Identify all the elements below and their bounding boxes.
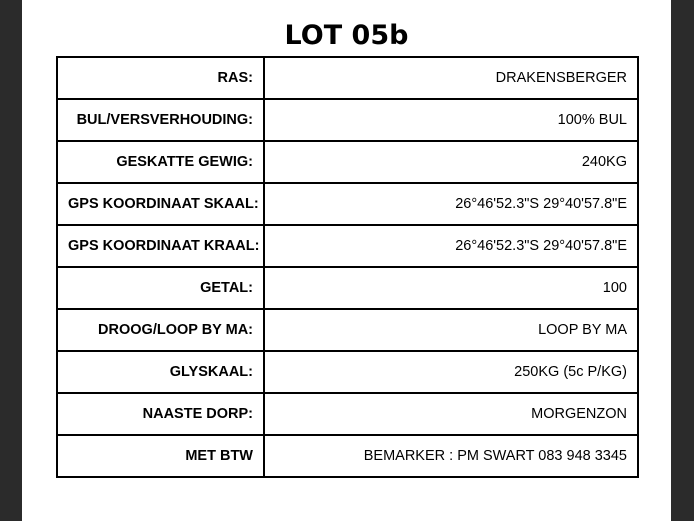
row-value-glyskaal: 250KG (5c P/KG) (264, 351, 638, 393)
row-label-getal: GETAL: (57, 267, 264, 309)
row-label-ras: RAS: (57, 57, 264, 99)
table-row (57, 183, 638, 225)
lot-details-table (56, 56, 639, 478)
table-row (57, 141, 638, 183)
table-row (57, 57, 638, 99)
row-label-gps-kraal: GPS KOORDINAAT KRAAL: (57, 225, 264, 267)
row-value-bemarker: BEMARKER : PM SWART 083 948 3345 (264, 435, 638, 477)
table-row (57, 267, 638, 309)
row-value-naaste-dorp: MORGENZON (264, 393, 638, 435)
row-label-met-btw: MET BTW (57, 435, 264, 477)
row-label-gps-skaal: GPS KOORDINAAT SKAAL: (57, 183, 264, 225)
table-row (57, 393, 638, 435)
row-label-geskatte-gewig: GESKATTE GEWIG: (57, 141, 264, 183)
row-value-bul-versverhouding: 100% BUL (264, 99, 638, 141)
row-value-gps-skaal: 26°46'52.3"S 29°40'57.8"E (264, 183, 638, 225)
table-row (57, 435, 638, 477)
table-row (57, 309, 638, 351)
document-page (22, 0, 671, 521)
row-value-gps-kraal: 26°46'52.3"S 29°40'57.8"E (264, 225, 638, 267)
table-row (57, 99, 638, 141)
table-row (57, 225, 638, 267)
row-value-ras: DRAKENSBERGER (264, 57, 638, 99)
row-label-glyskaal: GLYSKAAL: (57, 351, 264, 393)
row-value-getal: 100 (264, 267, 638, 309)
row-label-droog-loop: DROOG/LOOP BY MA: (57, 309, 264, 351)
row-value-geskatte-gewig: 240KG (264, 141, 638, 183)
table-row (57, 351, 638, 393)
row-label-naaste-dorp: NAASTE DORP: (57, 393, 264, 435)
row-label-bul-versverhouding: BUL/VERSVERHOUDING: (57, 99, 264, 141)
row-value-droog-loop: LOOP BY MA (264, 309, 638, 351)
lot-title: LOT 05b (284, 20, 409, 51)
